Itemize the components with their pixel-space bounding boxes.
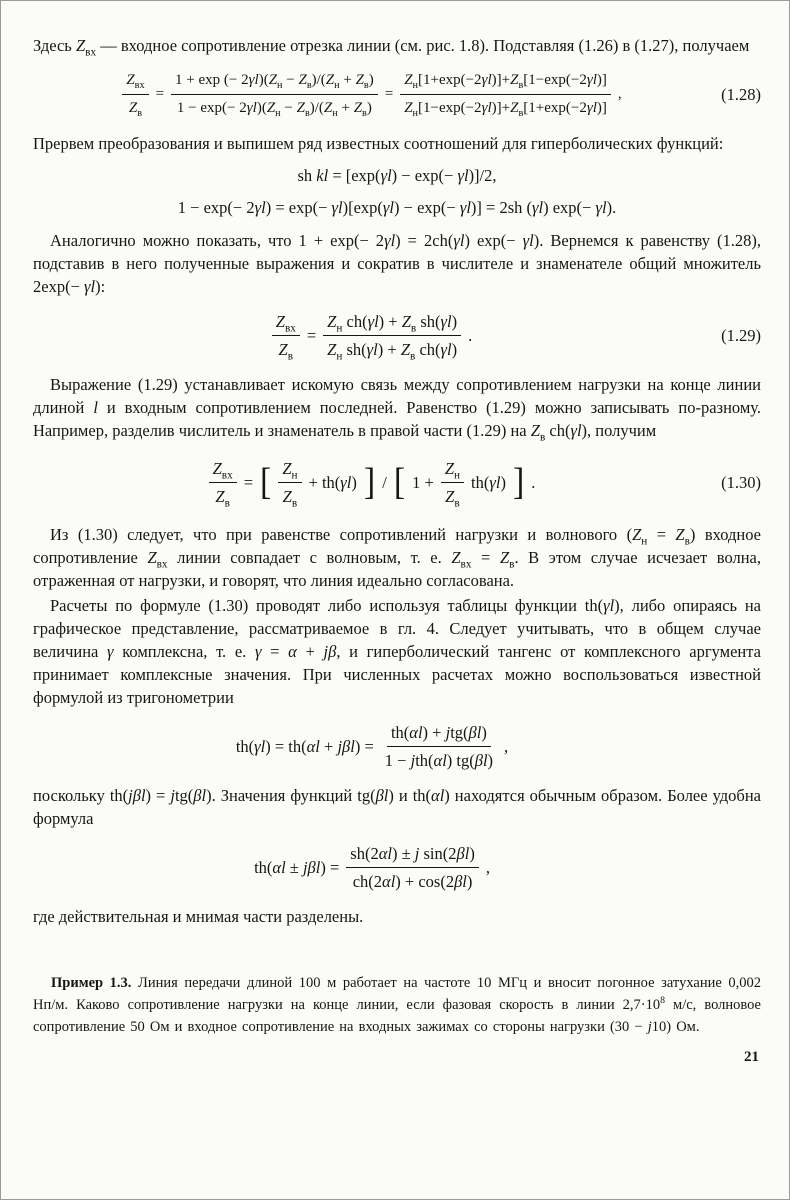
- fraction-numerator: 1 + exp (− $2\gamma l)(Z_н - Z_в)/(Z_н + Z_в)$: [171, 69, 378, 95]
- paragraph-hyperbolic-intro: Прервем преобразования и выпишем ряд известных соотношений для гиперболических функций:: [33, 134, 724, 153]
- fraction-ch-sh-form: [323, 310, 461, 361]
- fraction-zn-zv: [278, 457, 301, 508]
- page-number: 21: [744, 1049, 759, 1065]
- period: .: [531, 473, 536, 492]
- fraction-zin-zv: [122, 69, 148, 120]
- plus-th-term: + th(γl): [308, 473, 357, 492]
- th-term: th(γl): [471, 473, 506, 492]
- right-bracket: ]: [363, 461, 376, 503]
- fraction-denominator: $Z_н$ $sh(\gamma l) + Z_в$ ch(γl): [327, 340, 458, 363]
- equation-number: (1.30): [721, 473, 761, 492]
- fraction-denominator: 1 − jth(αl) tg(βl): [384, 751, 494, 770]
- formula-lead: th(αl ± jβl) =: [254, 858, 340, 877]
- fraction-denominator: ch(2αl) + cos(2βl): [352, 872, 473, 891]
- paragraph-expression-129: Выражение (1.29) устанавливает искомую связь между сопротивлением нагрузки на конце линии длиной l и входным сопротивлением последней. Равенство (1.29) можно записывать по-разному. Например, разделив числитель и знаменатель в правой части (1.29) на $Z_в$ ch(γl), получим: [33, 375, 761, 444]
- fraction-zin-zv: [209, 457, 237, 508]
- formula-th-complex: [33, 721, 761, 772]
- equals-sign: =: [384, 86, 394, 102]
- fraction-denominator: $Z_в$: [278, 340, 294, 363]
- equation-1-28: [33, 69, 761, 120]
- fraction-sh-sin: [346, 842, 479, 893]
- paragraph-intro: Здесь $Z_{вх}$ — входное сопротивление отрезка линии (см. рис. 1.8). Подставляя (1.26) в (1.27), получаем: [33, 36, 750, 59]
- formula-th-complex-body: [33, 721, 711, 772]
- formula-th-convenient-body: [33, 842, 711, 893]
- division-slash: /: [382, 473, 387, 492]
- paragraph-calculations: Расчеты по формуле (1.30) проводят либо используя таблицы функции th(γl), либо опираясь на графическое представление, рассматриваемое в гл. 4. Следует учитывать, что в общем случае величина γ комплексна, т. е. γ = α + jβ, и гиперболический тангенс от комплексного аргумента принимает комплексные значения. При численных расчетах можно воспользоваться известной формулой из тригонометрии: [33, 596, 762, 707]
- period: .: [468, 326, 473, 345]
- paragraph-analogous: Аналогично можно показать, что 1 + exp(− 2γl) = 2ch(γl) exp(− γl). Вернемся к равенству (1.28), подставив в него полученные выражения и сократив в числителе и знаменателе общий множитель 2exp(− γl):: [33, 231, 761, 296]
- comma: ,: [617, 86, 622, 102]
- fraction-numerator: $Z_{вх}$: [122, 69, 148, 95]
- equation-1-30: [33, 457, 761, 508]
- fraction-th-tg: [381, 721, 497, 772]
- formula-lead: th(γl) = th(αl + jβl) =: [235, 737, 374, 756]
- fraction-denominator: $Z_в$: [445, 487, 460, 510]
- one-plus-term: 1 +: [412, 473, 434, 492]
- fraction-numerator: $Z_н[1+\exp(-2\gamma l)]+Z_в[1-\exp(-2\gamma l)]$: [400, 69, 611, 95]
- fraction-exp-form: [171, 69, 378, 120]
- fraction-denominator: $Z_в$: [128, 100, 143, 119]
- fraction-expanded-form: [400, 69, 611, 120]
- left-bracket: [: [260, 461, 272, 503]
- formula-th-convenient: [33, 842, 761, 893]
- equation-number: (1.29): [721, 326, 761, 345]
- equation-1-30-body: [33, 457, 711, 508]
- equation-1-29: [33, 310, 761, 361]
- fraction-denominator: $Z_н[1-\exp(-2\gamma l)]+Z_в[1+\exp(-2\gamma l)]$: [404, 100, 607, 119]
- equation-number: (1.28): [721, 85, 761, 104]
- fraction-numerator: $Z_н$: [441, 457, 464, 483]
- fraction-zn-zv: [441, 457, 464, 508]
- fraction-denominator: $Z_в$: [215, 487, 230, 510]
- right-bracket: ]: [512, 461, 525, 503]
- fraction-numerator: $Z_н$ $ch(\gamma l) + Z_в$ sh(γl): [323, 310, 461, 336]
- paragraph-matched-line: Из (1.30) следует, что при равенстве сопротивлений нагрузки и волнового $(Z_н = Z_в)$ входное сопротивление $Z_{вх}$ линии совпадает с волновым, т. е. $Z_{вх} = Z_в$. В этом случае исчезает волна, отраженная от нагрузки, и говорят, что линия идеально согласована.: [33, 525, 762, 590]
- paragraph-real-imaginary: где действительная и мнимая части разделены.: [33, 907, 364, 926]
- fraction-numerator: $Z_н$: [278, 457, 301, 483]
- fraction-denominator: $Z_в$: [282, 487, 298, 510]
- fraction-numerator: $Z_{вх}$: [209, 457, 237, 483]
- fraction-numerator: th(αl) + jtg(βl): [387, 721, 491, 747]
- fraction-numerator: $Z_{вх}$: [272, 310, 300, 336]
- equals-sign: =: [306, 326, 317, 345]
- equation-1-28-body: [33, 69, 711, 120]
- fraction-denominator: $1 - \exp(- 2\gamma l)(Z_н - Z_в)/(Z_н + Z_в)$: [176, 100, 372, 119]
- fraction-zin-zv: [272, 310, 300, 361]
- formula-sh-definition: sh kl = [exp(γl) − exp(− γl)]/2,: [297, 166, 497, 185]
- comma: ,: [504, 737, 509, 756]
- left-bracket: [: [393, 461, 406, 503]
- formula-exp-identity: 1 − exp(− 2γl) = exp(− γl)[exp(γl) − exp(− γl)] = 2sh (γl) exp(− γl).: [177, 198, 617, 217]
- example-1-3: Пример 1.3. Линия передачи длиной 100 м работает на частоте 10 МГц и вносит погонное затухание 0,002 Нп/м. Каково сопротивление нагрузки на конце линии, если фазовая скорость в линии $2,7\cdot 10^8$ м/с, волновое сопротивление 50 Ом и входное сопротивление на входных зажимах со стороны нагрузки (30 − j10) Ом.: [33, 975, 761, 1035]
- equation-1-29-body: [33, 310, 711, 361]
- equals-sign: =: [243, 473, 253, 492]
- equals-sign: =: [155, 86, 165, 102]
- paragraph-since: поскольку th(jβl) = jtg(βl). Значения функций tg(βl) и th(αl) находятся обычным образом. Более удобна формула: [33, 786, 761, 828]
- comma: ,: [485, 858, 490, 877]
- fraction-numerator: sh(2αl) ± j sin(2βl): [346, 842, 479, 868]
